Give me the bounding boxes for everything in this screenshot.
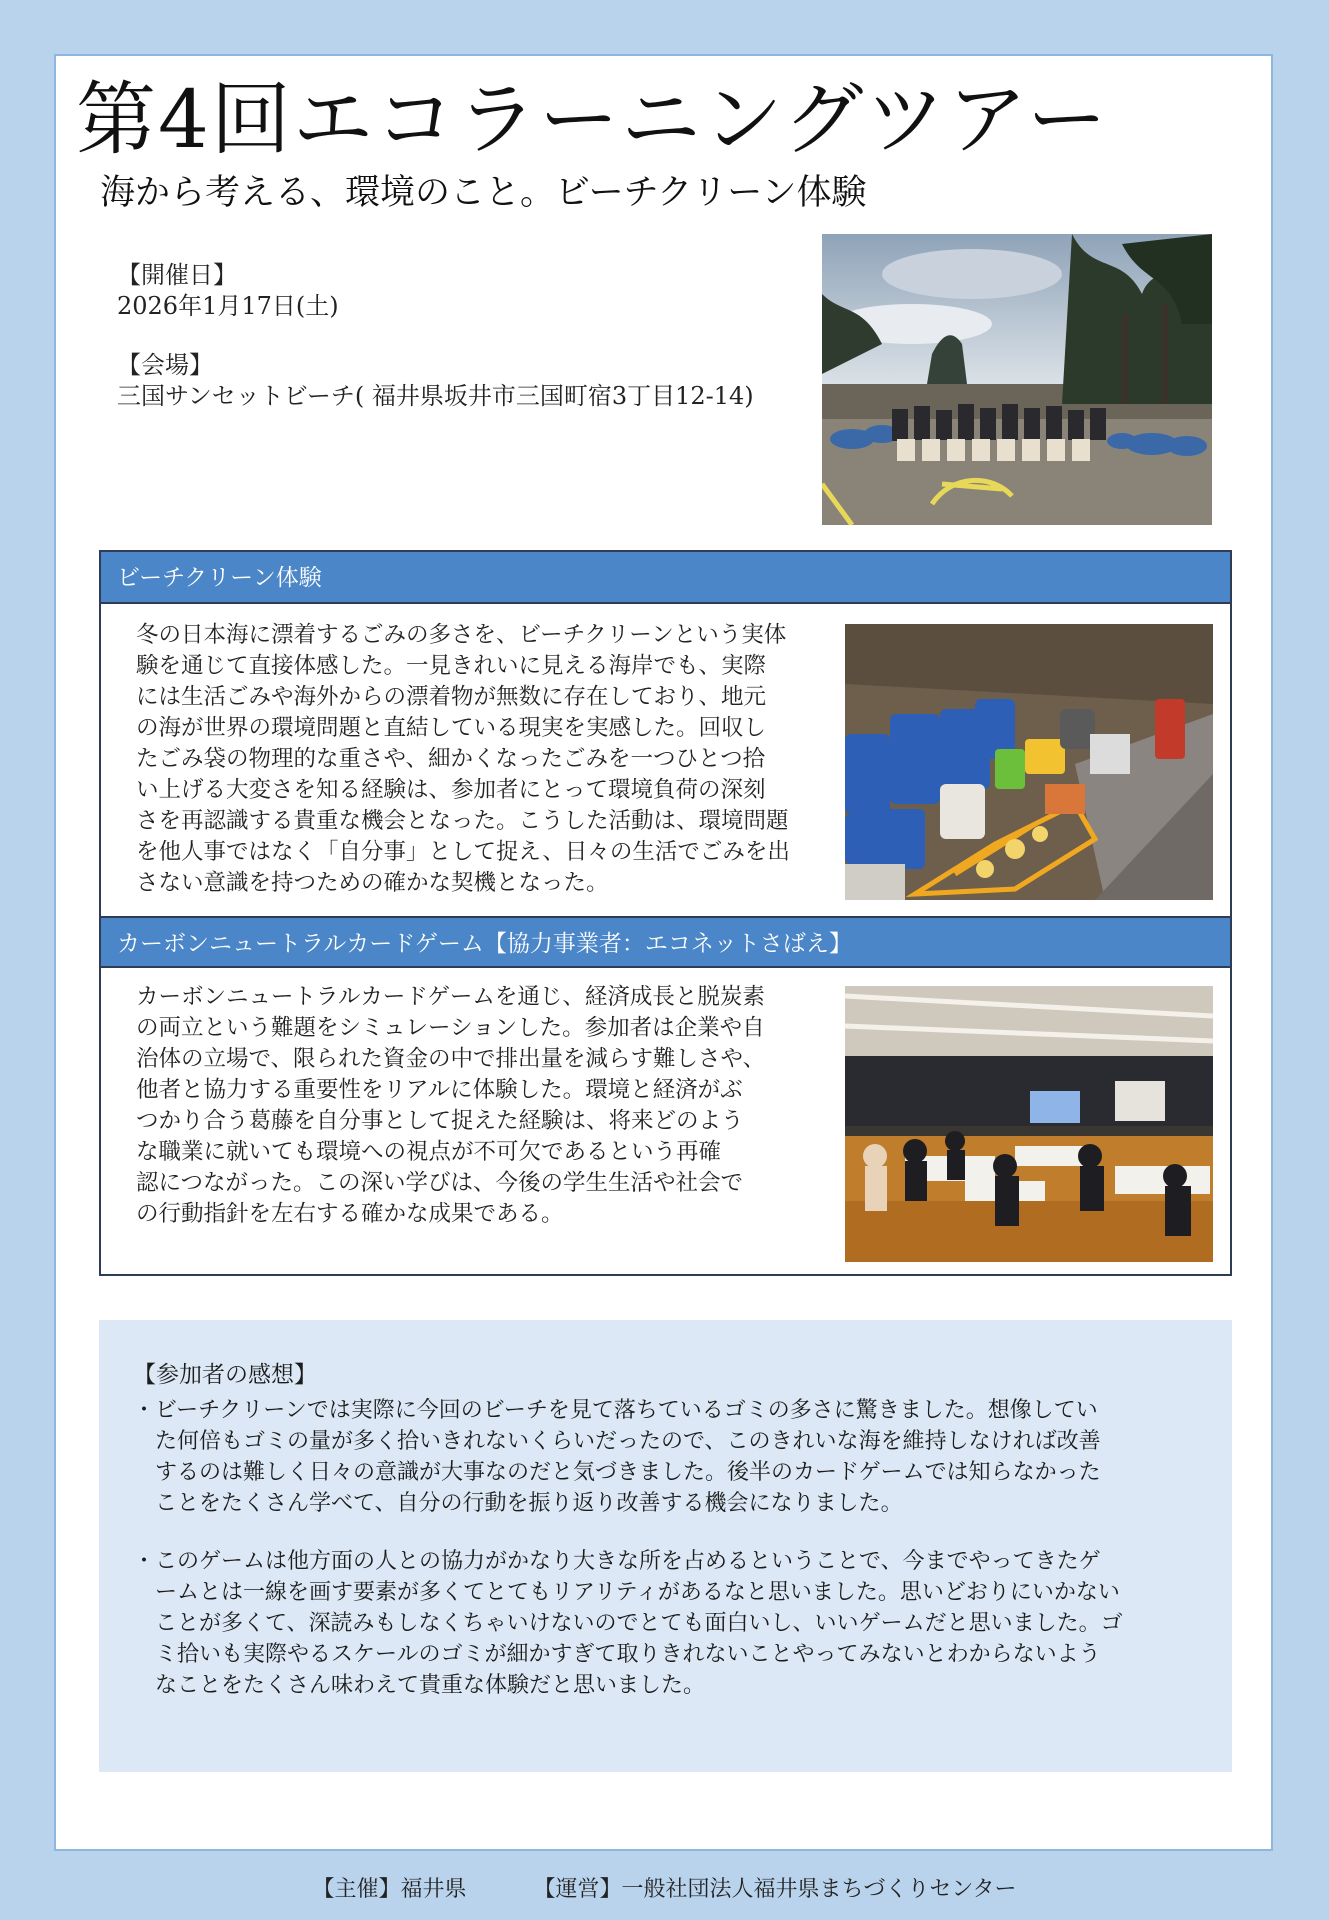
page-title: 第4回エコラーニングツアー: [76, 73, 1109, 166]
footer: [0, 1872, 1329, 1903]
section-heading-card-game: カーボンニュートラルカードゲーム【協力事業者：エコネットさばえ】: [101, 916, 1230, 968]
venue-label: 【会場】: [117, 351, 213, 379]
poster-card: [54, 54, 1273, 1851]
section-body-card-game: カーボンニュートラルカードゲームを通じ、経済成長と脱炭素 の両立という難題をシミュレーションした。参加者は企業や自 治体の立場で、限られた資金の中で排出量を減らす難しさや、 他者と協力する重要性をリアルに体験した。環境と経済がぶ つかり合う葛藤を自分事として捉えた経験は、将来どのよう な職業に就いても環境への視点が不可欠であるという再確 認につながった。この深い学びは、今後の学生生活や社会で の行動指針を左右する確かな成果である。: [136, 984, 766, 1227]
page-subtitle: 海から考える、環境のこと。ビーチクリーン体験: [100, 173, 867, 213]
section-body-beach-clean: 冬の日本海に漂着するごみの多さを、ビーチクリーンという実体 験を通じて直接体感した。一見きれいに見える海岸でも、実際 には生活ごみや海外からの漂着物が無数に存在しており、地元 の海が世界の環境問題と直結している現実を実感した。回収し たごみ袋の物理的な重さや、細かくなったごみを一つひとつ拾 い上げる大変さを知る経験は、参加者にとって環境負荷の深刻 さを再認識する貴重な機会となった。こうした活動は、環境問題 を他人事ではなく「自分事」として捉え、日々の生活でごみを出 さない意識を持つための確かな契機となった。: [136, 622, 790, 896]
venue-value: 三国サンセットビーチ( 福井県坂井市三国町宿3丁目12-14): [117, 382, 754, 410]
group-photo: [822, 234, 1212, 525]
feedback-heading: 【参加者の感想】: [133, 1362, 317, 1388]
feedback-item: ・ビーチクリーンでは実際に今回のビーチを見て落ちているゴミの多さに驚きました。想像してい た何倍もゴミの量が多く拾いきれないくらいだったので、このきれいな海を維持しなければ改善 するのは難しく日々の意識が大事なのだと気づきました。後半のカードゲームでは知らなかった ことをたくさん学べて、自分の行動を振り返り改善する機会になりました。: [133, 1398, 1101, 1516]
activities-box: [99, 550, 1232, 1276]
trash-collection-photo: [845, 624, 1213, 900]
date-value: 2026年1月17日(土): [117, 292, 339, 320]
card-game-photo: [845, 986, 1213, 1262]
participant-feedback: [99, 1320, 1232, 1772]
date-label: 【開催日】: [117, 261, 237, 289]
footer-organizer: 【主催】福井県: [312, 1877, 467, 1902]
footer-operator: 【運営】一般社団法人福井県まちづくりセンター: [533, 1877, 1017, 1902]
section-heading-beach-clean: ビーチクリーン体験: [101, 552, 1230, 604]
event-info: [117, 260, 754, 412]
feedback-item: ・このゲームは他方面の人との協力がかなり大きな所を占めるということで、今までやってきたゲ ームとは一線を画す要素が多くてとてもリアリティがあるなと思いました。思いどおりにいかない ことが多くて、深読みもしなくちゃいけないのでとても面白いし、いいゲームだと思いました。ゴ ミ拾いも実際やるスケールのゴミが細かすぎて取りきれないことやってみないとわからないよう なことをたくさん味わえて貴重な体験だと思いました。: [133, 1549, 1123, 1698]
